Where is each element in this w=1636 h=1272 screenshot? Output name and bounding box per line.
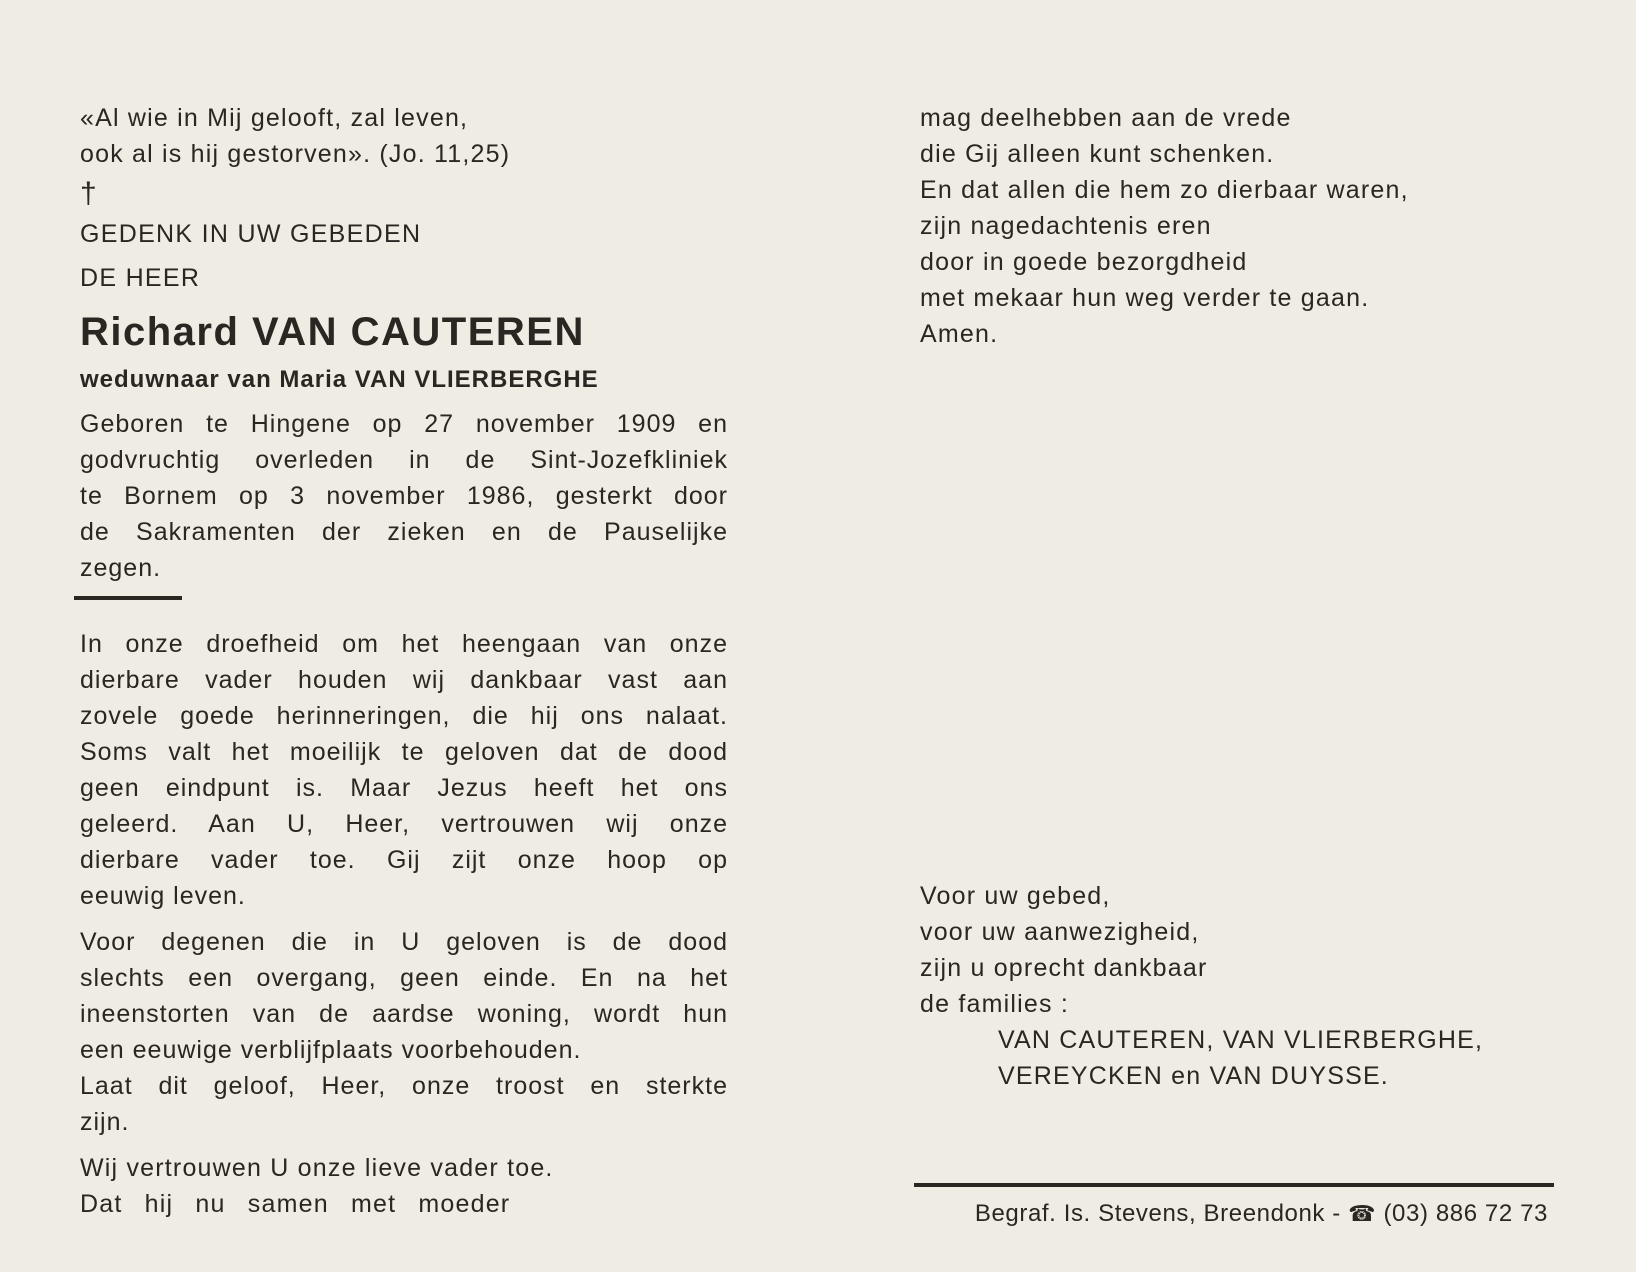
- bible-quote-line-1: «Al wie in Mij gelooft, zal leven,: [80, 104, 469, 132]
- thanks-block: [920, 878, 1483, 1094]
- prayer-line: Amen.: [920, 320, 999, 348]
- paragraph-trust: [80, 1150, 728, 1222]
- left-column: [80, 100, 728, 1222]
- birth-death-text: [80, 406, 728, 586]
- text-line: Voor degenen die in U geloven is de dood: [80, 928, 728, 956]
- prayer-line: En dat allen die hem zo dierbaar waren,: [920, 176, 1409, 204]
- thanks-line: voor uw aanwezigheid,: [920, 918, 1200, 946]
- cross-symbol: †: [80, 177, 97, 210]
- prayer-line: die Gij alleen kunt schenken.: [920, 140, 1275, 168]
- prayer-line: mag deelhebben aan de vrede: [920, 104, 1292, 132]
- divider: [74, 596, 182, 600]
- prayer-text: [920, 100, 1560, 352]
- bible-quote-line-2: ook al is hij gestorven». (Jo. 11,25): [80, 140, 511, 168]
- prayer-line: zijn nagedachtenis eren: [920, 212, 1212, 240]
- deceased-name: Richard VAN CAUTEREN: [80, 310, 585, 354]
- text-line: Soms valt het moeilijk te geloven dat de dood: [80, 738, 728, 766]
- printer-name: Begraf. Is. Stevens, Breendonk -: [974, 1200, 1349, 1227]
- text-line: Dat hij nu samen met moeder: [80, 1190, 511, 1218]
- text-line: ineenstorten van de aardse woning, wordt hun: [80, 1000, 728, 1028]
- thanks-line: Voor uw gebed,: [920, 882, 1111, 910]
- birth-line: Geboren te Hingene op 27 november 1909 en: [80, 410, 728, 438]
- thanks-line: de families :: [920, 990, 1069, 1018]
- text-line: Wij vertrouwen U onze lieve vader toe.: [80, 1154, 554, 1182]
- text-line: zovele goede herinneringen, die hij ons nalaat.: [80, 702, 728, 730]
- families-line: VEREYCKEN en VAN DUYSSE.: [998, 1062, 1389, 1090]
- text-line: geen eindpunt is. Maar Jezus heeft het ons: [80, 774, 728, 802]
- birth-line: zegen.: [80, 554, 162, 582]
- text-line: geleerd. Aan U, Heer, vertrouwen wij onze: [80, 810, 728, 838]
- footer-divider: [914, 1183, 1554, 1187]
- thanks-line: zijn u oprecht dankbaar: [920, 954, 1208, 982]
- text-line: In onze droefheid om het heengaan van onze: [80, 630, 728, 658]
- remember-heading: GEDENK IN UW GEBEDEN: [80, 220, 422, 248]
- text-line: eeuwig leven.: [80, 882, 246, 910]
- prayer-line: door in goede bezorgdheid: [920, 248, 1248, 276]
- paragraph-grief: [80, 626, 728, 914]
- printer-phone: (03) 886 72 73: [1383, 1200, 1548, 1227]
- widower-line: weduwnaar van Maria VAN VLIERBERGHE: [80, 366, 599, 393]
- printer-credit: [930, 1196, 1548, 1232]
- text-line: dierbare vader toe. Gij zijt onze hoop op: [80, 846, 728, 874]
- prayer-line: met mekaar hun weg verder te gaan.: [920, 284, 1370, 312]
- honorific: DE HEER: [80, 264, 201, 292]
- text-line: zijn.: [80, 1108, 130, 1136]
- text-line: dierbare vader houden wij dankbaar vast aan: [80, 666, 728, 694]
- text-line: een eeuwige verblijfplaats voorbehouden.: [80, 1036, 582, 1064]
- birth-line: de Sakramenten der zieken en de Pauselijke: [80, 518, 728, 546]
- text-line: slechts een overgang, geen einde. En na het: [80, 964, 728, 992]
- birth-line: godvruchtig overleden in de Sint-Jozefkliniek: [80, 446, 728, 474]
- text-line: Laat dit geloof, Heer, onze troost en sterkte: [80, 1072, 728, 1100]
- birth-line: te Bornem op 3 november 1986, gesterkt door: [80, 482, 728, 510]
- paragraph-faith: [80, 924, 728, 1140]
- families-line: VAN CAUTEREN, VAN VLIERBERGHE,: [998, 1026, 1484, 1054]
- telephone-icon: ☎: [1348, 1201, 1377, 1226]
- right-column: [920, 100, 1560, 1090]
